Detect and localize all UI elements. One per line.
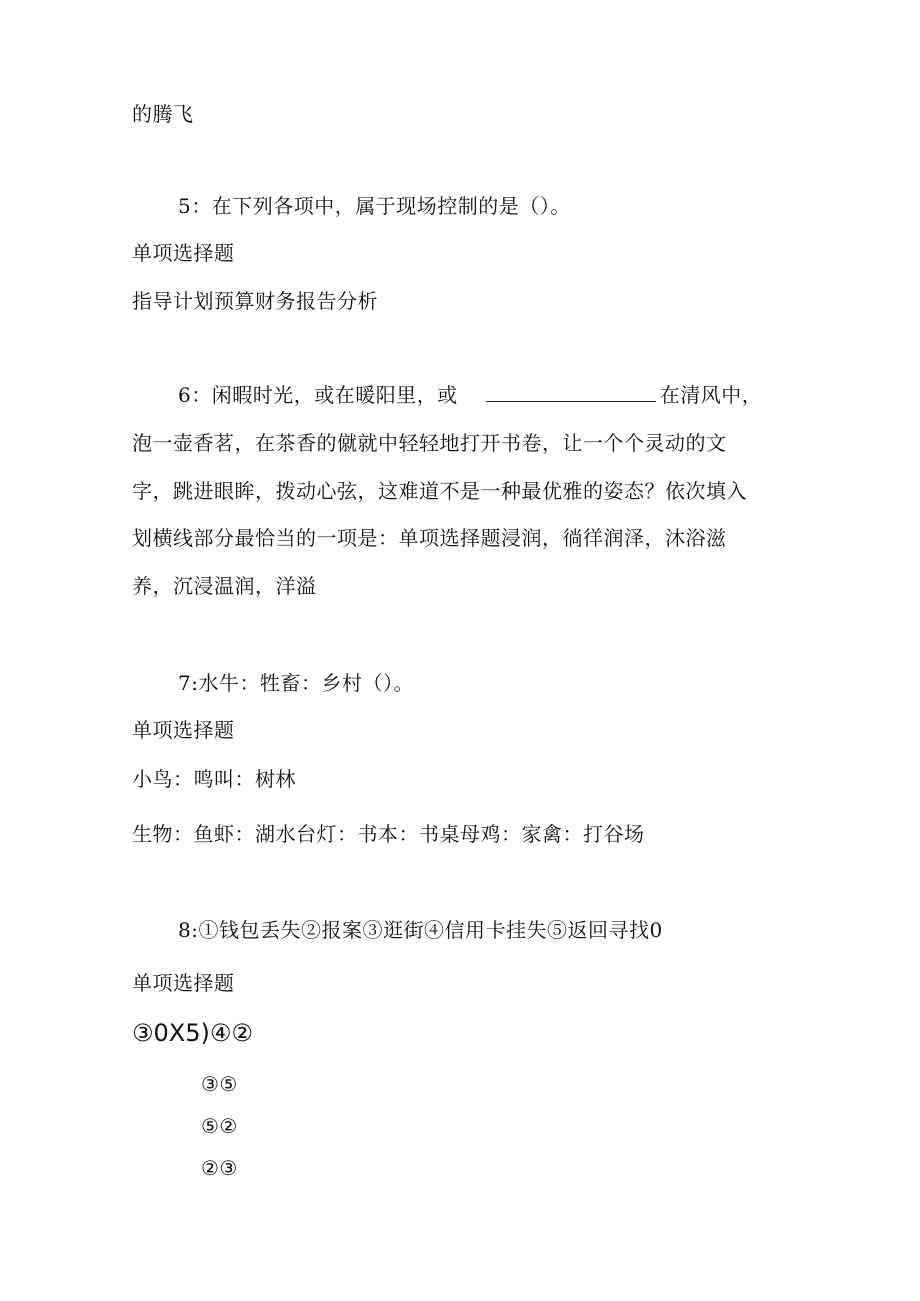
question-8-type: 单项选择题 xyxy=(132,971,235,995)
question-6-stem-line2: 泡一壶香茗，在茶香的僦就中轻轻地打开书卷，让一个个灵动的文 xyxy=(132,431,727,455)
intro-tail-text: 的腾飞 xyxy=(132,102,194,126)
question-7-option-a: 小鸟：鸣叫：树林 xyxy=(132,767,296,791)
question-7-options-rest: 生物：鱼虾：湖水台灯：书本：书桌母鸡：家禽：打谷场 xyxy=(132,822,645,846)
question-5-type: 单项选择题 xyxy=(132,241,235,265)
question-8-stem: 8:①钱包丢失②报案③逛街④信用卡挂失⑤返回寻找0 xyxy=(178,918,663,942)
question-6-stem-line4: 划横线部分最恰当的一项是：单项选择题浸润，徜徉润泽，沐浴滋 xyxy=(132,526,727,550)
fill-in-blank xyxy=(486,383,656,402)
question-6-stem-line3: 字，跳进眼眸，拨动心弦，这难道不是一种最优雅的姿态？依次填入 xyxy=(132,479,747,503)
question-7-stem: 7:水牛：牲畜：乡村（）。 xyxy=(178,671,414,695)
question-6-stem-before: 6：闲暇时光，或在暖阳里，或 xyxy=(178,383,458,407)
question-5-options: 指导计划预算财务报告分析 xyxy=(132,289,378,313)
question-6-stem-after: 在清风中， xyxy=(659,383,763,407)
question-5-stem: 5：在下列各项中，属于现场控制的是（）。 xyxy=(178,194,571,218)
question-6-stem-line5: 养，沉浸温润，洋溢 xyxy=(132,574,317,598)
question-8-option-b: ③⑤ xyxy=(201,1072,238,1096)
question-6-stem-line1 xyxy=(178,383,762,407)
question-8-option-c: ⑤② xyxy=(201,1114,238,1138)
question-8-option-d: ②③ xyxy=(201,1156,238,1180)
question-8-option-a: ③0X5)④② xyxy=(132,1019,253,1047)
question-7-type: 单项选择题 xyxy=(132,718,235,742)
